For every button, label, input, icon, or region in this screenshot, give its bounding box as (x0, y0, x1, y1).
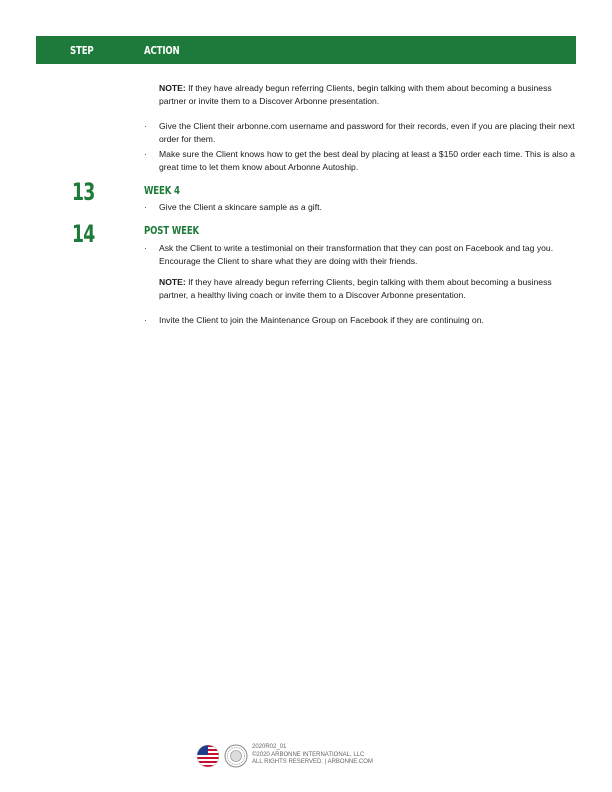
certification-seal-icon (224, 744, 248, 768)
list-item-text: Give the Client their arbonne.com username and password for their records, even if you are placing their next order for them. (159, 121, 575, 144)
list-item-text: Give the Client a skincare sample as a gift. (159, 202, 322, 212)
footer-copyright: ©2020 ARBONNE INTERNATIONAL, LLC (252, 751, 365, 758)
action-column-header: ACTION (144, 44, 180, 57)
bullet-icon: · (144, 202, 147, 212)
note-label: NOTE: (159, 277, 186, 287)
list-item (144, 314, 580, 327)
footer-legal (252, 744, 452, 767)
footer-rights: ALL RIGHTS RESERVED. | ARBONNE.COM (252, 759, 373, 766)
step-column-header: STEP (70, 44, 94, 57)
step-title-post-week: POST WEEK (144, 224, 200, 237)
post-week-note (159, 276, 579, 301)
bullet-icon: · (144, 121, 147, 131)
step-title-week-4: WEEK 4 (144, 184, 180, 197)
list-item (144, 148, 580, 173)
list-item (144, 242, 580, 267)
list-item-text: Ask the Client to write a testimonial on their transformation that they can post on Facebook and tag you. Encourage the Client to share what they are doing with their friends. (159, 243, 554, 266)
note-label: NOTE: (159, 83, 186, 93)
table-header-bar (36, 36, 576, 64)
step-number-13: 13 (72, 178, 95, 206)
list-item-text: Make sure the Client knows how to get the best deal by placing at least a $150 order each time. This is also a great time to let them know about Arbonne Autoship. (159, 149, 575, 172)
note-text: If they have already begun referring Clients, begin talking with them about becoming a business partner or invite them to a Discover Arbonne presentation. (159, 83, 552, 106)
list-item (144, 120, 580, 145)
list-item (144, 201, 580, 214)
step-number-14: 14 (72, 220, 95, 248)
note-text: If they have already begun referring Clients, begin talking with them about becoming a business partner, a healthy living coach or invite them to a Discover Arbonne presentation. (159, 277, 552, 300)
us-flag-icon (196, 744, 220, 768)
footer-doc-code: 2020R02_01 (252, 744, 287, 750)
bullet-icon: · (144, 315, 147, 325)
bullet-icon: · (144, 149, 147, 159)
bullet-icon: · (144, 243, 147, 253)
list-item-text: Invite the Client to join the Maintenance Group on Facebook if they are continuing on. (159, 315, 484, 325)
intro-note (159, 82, 579, 107)
